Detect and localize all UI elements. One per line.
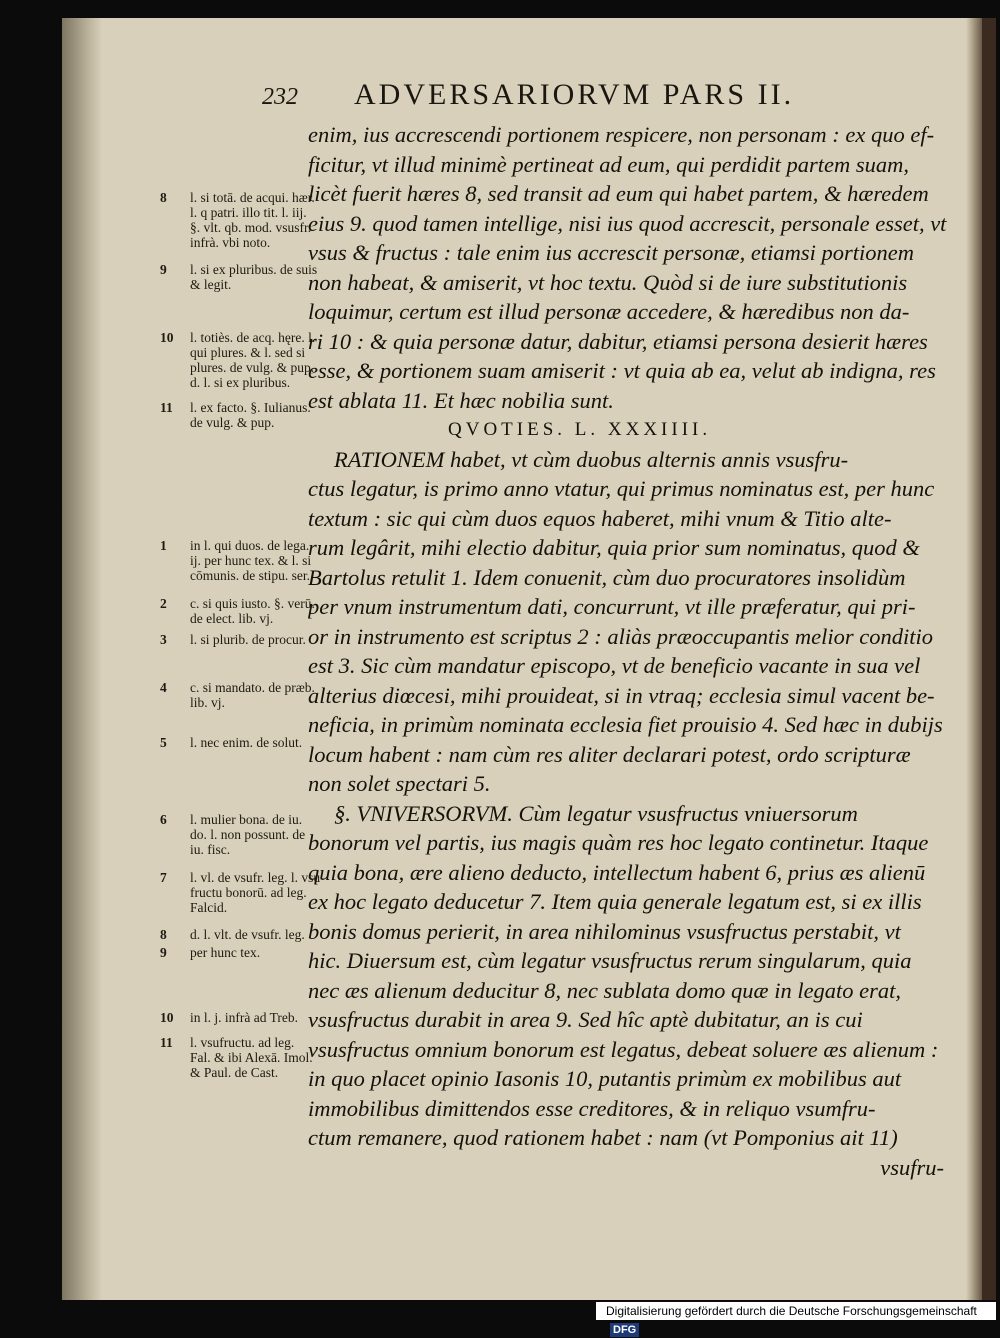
text-line: bonorum vel partis, ius magis quàm res hoc legato continetur. Itaque: [308, 830, 929, 855]
text-line: est 3. Sic cùm mandatur episcopo, vt de beneficio vacante in sua vel: [308, 653, 921, 678]
text-line: alterius diœcesi, mihi prouideat, si in vtraq; ecclesia simul vacent be-: [308, 682, 935, 708]
text-line: nec æs alienum deducitur 8, nec sublata domo quæ in legato erat,: [308, 977, 902, 1003]
note-number: 10: [160, 1010, 174, 1025]
text-line: ficitur, vt illud minimè pertineat ad eum, qui perdidit partem suam,: [308, 151, 909, 177]
credit-text: Digitalisierung gefördert durch die Deutsche Forschungsgemeinschaft: [606, 1304, 977, 1318]
text-line: Bartolus retulit 1. Idem conuenit, cùm duo procuratores insolidùm: [308, 564, 906, 590]
text-line: bonis domus perierit, in area nihilominus vsusfructus perstabit, vt: [308, 918, 901, 944]
text-line: rum legârit, mihi electio dabitur, quia prior sum nominatus, quod &: [308, 535, 920, 560]
text-line: eius 9. quod tamen intellige, nisi ius quod accrescit, personale esset, vt: [308, 210, 947, 236]
text-line: neficia, in primùm nominata ecclesia fiet prouisio 4. Sed hæc in dubijs: [308, 712, 943, 737]
text-line: ctus legatur, is primo anno vtatur, qui primus nominatus est, per hunc: [308, 476, 935, 501]
running-header: [262, 76, 872, 120]
text-line: loquimur, certum est illud personæ accedere, & hæredibus non da-: [308, 299, 910, 324]
page-number: 232: [262, 84, 298, 110]
text-line: vsusfructus omnium bonorum est legatus, debeat soluere æs alienum :: [308, 1036, 939, 1062]
note-number: 11: [160, 400, 173, 415]
note-number: 1: [160, 538, 167, 553]
note-text: l. si totā. de acqui. hær. l. q patri. illo tit. l. iij. §. vlt. qb. mod. vsusfr. infrà. vbi noto.: [190, 190, 315, 250]
text-line: hic. Diuersum est, cùm legatur vsusfructus rerum singularum, quia: [308, 948, 912, 973]
digitization-credit: [596, 1302, 996, 1336]
text-line: textum : sic qui cùm duos equos haberet, mihi vnum & Titio alte-: [308, 505, 892, 531]
note-text: c. si quis iusto. §. verū. de elect. lib. vj.: [190, 596, 315, 626]
text-line: §. VNIVERSORVM. Cùm legatur vsusfructus vniuersorum: [334, 800, 858, 826]
book-spine: [982, 18, 996, 1300]
text-line: vsufru-: [880, 1154, 944, 1180]
note-text: l. si ex pluribus. de suis & legit.: [190, 262, 318, 292]
text-line: ex hoc legato deducetur 7. Item quia generale legatum est, si ex illis: [308, 889, 922, 914]
text-line: ri 10 : & quia personæ datur, dabitur, etiamsi persona desierit hæres: [308, 328, 928, 354]
note-number: 6: [160, 812, 167, 827]
note-number: 7: [160, 870, 167, 885]
text-line: or in instrumento est scriptus 2 : aliàs præoccupantis melior conditio: [308, 623, 933, 649]
text-line: esse, & portionem suam amiserit : vt quia ab ea, velut ab indigna, res: [308, 358, 936, 383]
running-title: ADVERSARIORVM PARS II.: [354, 78, 795, 111]
main-text-column: [308, 120, 958, 1182]
note-text: d. l. vlt. de vsufr. leg.: [190, 927, 305, 942]
note-number: 4: [160, 680, 167, 695]
text-line: non solet spectari 5.: [308, 771, 491, 796]
note-text: l. vsufructu. ad leg. Fal. & ibi Alexā. Imol. & Paul. de Cast.: [190, 1035, 313, 1080]
note-text: l. vl. de vsufr. leg. l. vsu- fructu bonorū. ad leg. Falcid.: [190, 870, 325, 915]
text-line: locum habent : nam cùm res aliter declarari potest, ordo scripturæ: [308, 741, 911, 767]
note-text: c. si mandato. de præb. lib. vj.: [190, 680, 315, 710]
note-number: 2: [160, 596, 167, 611]
note-text: l. totiès. de acq. hęre. l. qui plures. & l. sed si plures. de vulg. & pup. d. l. si ex pluribus.: [190, 330, 316, 390]
note-text: l. nec enim. de solut.: [190, 735, 303, 750]
text-line: in quo placet opinio Iasonis 10, putantis primùm ex mobilibus aut: [308, 1066, 902, 1091]
note-text: l. si plurib. de procur.: [190, 632, 306, 647]
note-text: in l. j. infrà ad Treb.: [190, 1010, 298, 1025]
text-line: quia bona, ære alieno deducto, intellectum habent 6, prius æs alienū: [308, 859, 926, 885]
page-gutter-shadow: [62, 18, 102, 1300]
note-number: 10: [160, 330, 174, 345]
dfg-logo: DFG: [610, 1323, 639, 1337]
note-number: 3: [160, 632, 167, 647]
text-line: est ablata 11. Et hæc nobilia sunt.: [308, 387, 614, 413]
text-line: non habeat, & amiserit, vt hoc textu. Quòd si de iure substitutionis: [308, 269, 908, 295]
text-line: vsus & fructus : tale enim ius accrescit personæ, etiamsi portionem: [308, 240, 914, 265]
text-line: vsusfructus durabit in area 9. Sed hîc aptè dubitatur, an is cui: [308, 1007, 863, 1032]
note-number: 8: [160, 190, 167, 205]
note-number: 9: [160, 262, 167, 277]
note-number: 9: [160, 945, 167, 960]
text-line: per vnum instrumentum dati, concurrunt, vt ille præferatur, qui pri-: [308, 594, 916, 619]
text-line: enim, ius accrescendi portionem respicere, non personam : ex quo ef-: [308, 122, 935, 147]
text-line: immobilibus dimittendos esse creditores, & in reliquo vsumfru-: [308, 1095, 876, 1121]
note-text: per hunc tex.: [190, 945, 261, 960]
text-line: licèt fuerit hæres 8, sed transit ad eum qui habet partem, & hæredem: [308, 181, 929, 206]
text-line: RATIONEM habet, vt cùm duobus alternis annis vsusfru-: [334, 446, 849, 472]
note-text: l. mulier bona. de iu. do. l. non possunt. de iu. fisc.: [190, 812, 306, 857]
note-text: l. ex facto. §. Iulianus. de vulg. & pup.: [190, 400, 311, 430]
note-number: 8: [160, 927, 167, 942]
note-number: 11: [160, 1035, 173, 1050]
text-line: QVOTIES. L. XXXIIII.: [448, 419, 712, 440]
note-number: 5: [160, 735, 167, 750]
note-text: in l. qui duos. de lega. ij. per hunc tex. & l. si cōmunis. de stipu. ser.: [190, 538, 312, 583]
text-line: ctum remanere, quod rationem habet : nam (vt Pomponius ait 11): [308, 1125, 898, 1150]
